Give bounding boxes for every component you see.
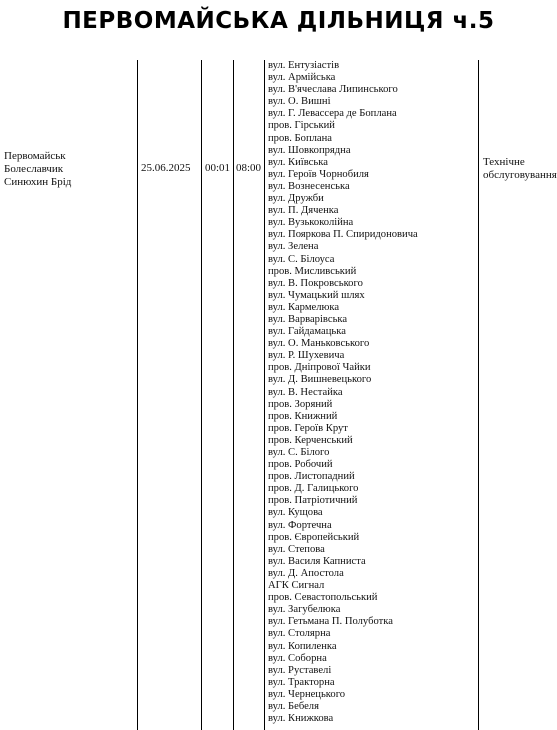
street-item: вул. Степова (268, 543, 325, 555)
page-title: ПЕРВОМАЙСЬКА ДІЛЬНИЦЯ ч.5 (62, 8, 495, 34)
street-item: вул. Вознесенська (268, 180, 350, 192)
street-item: вул. Героїв Чорнобиля (268, 168, 369, 180)
reason-cell (483, 156, 557, 182)
reason-line: обслуговування (483, 169, 557, 181)
street-item: вул. Д. Апостола (268, 567, 344, 579)
street-item: вул. С. Білого (268, 447, 330, 458)
street-item: вул. Київська (268, 156, 328, 168)
column-divider (137, 60, 138, 730)
street-item: пров. Героїв Крут (268, 422, 348, 434)
street-item: вул. С. Білоуса (268, 253, 335, 265)
street-item: вул. Варварівська (268, 313, 348, 325)
street-item: вул. Вузькоколійна (268, 217, 354, 229)
street-item: пров. Керченський (268, 434, 353, 446)
street-item: вул. Столярна (268, 628, 331, 640)
street-item: вул. Фортечна (268, 519, 332, 531)
street-item: вул. Д. Вишневецького (268, 374, 372, 386)
street-item: АГК Сигнал (268, 580, 325, 592)
street-item: вул. Василя Капниста (268, 555, 366, 567)
street-item: вул. Чумацький шлях (268, 289, 365, 301)
street-item: пров. Боплана (268, 132, 332, 144)
street-item: пров. Зоряний (268, 398, 333, 410)
column-divider (233, 60, 234, 730)
street-item: вул. Кущова (268, 507, 323, 519)
street-item: пров. Мисливський (268, 265, 357, 277)
street-item: вул. О. Вишні (268, 96, 331, 108)
street-item: вул. Армійська (268, 72, 336, 84)
street-item: пров. Патріотичний (268, 495, 358, 507)
street-item: вул. В'ячеслава Липинського (268, 84, 398, 96)
date-cell: 25.06.2025 (141, 162, 191, 174)
street-item: пров. Робочий (268, 459, 333, 471)
street-item: вул. О. Маньковського (268, 338, 370, 350)
settlement-name: Первомайськ (4, 150, 66, 162)
column-divider (264, 60, 265, 730)
column-divider (478, 60, 479, 730)
street-item: пров. Листопадний (268, 471, 355, 483)
settlements-cell (4, 150, 71, 189)
street-item: пров. Д. Галицького (268, 483, 359, 495)
street-item: вул. В. Нестайка (268, 386, 343, 398)
streets-list (268, 60, 418, 725)
street-item: пров. Гірський (268, 120, 335, 132)
street-item: вул. Чернецького (268, 688, 346, 700)
street-item: вул. Р. Шухевича (268, 350, 345, 362)
street-item: пров. Книжний (268, 410, 338, 422)
street-item: вул. Руставелі (268, 664, 332, 676)
street-item: вул. Тракторна (268, 676, 335, 688)
street-item: пров. Севастопольський (268, 592, 378, 604)
settlement-name: Синюхин Брід (4, 176, 72, 188)
reason-line: Технічне (483, 156, 525, 168)
street-item: вул. Загубелюка (268, 604, 341, 616)
street-item: вул. Пояркова П. Спиридоновича (268, 229, 418, 241)
street-item: вул. Дружби (268, 193, 324, 205)
settlement-name: Болеславчик (4, 163, 64, 175)
street-item: вул. Гайдамацька (268, 326, 346, 338)
street-item: вул. Гетьмана П. Полуботка (268, 616, 393, 628)
street-item: вул. Кармелюка (268, 301, 340, 313)
street-item: вул. Соборна (268, 652, 327, 664)
street-item: вул. Книжкова (268, 713, 334, 725)
street-item: вул. Копиленка (268, 640, 337, 652)
street-item: вул. Бебеля (268, 700, 319, 712)
street-item: вул. Г. Левассера де Боплана (268, 108, 397, 120)
street-item: вул. Шовкопрядна (268, 144, 351, 156)
street-item: вул. Зелена (268, 241, 319, 253)
time-end-cell: 08:00 (236, 162, 262, 174)
time-start-cell: 00:01 (205, 162, 231, 174)
street-item: вул. В. Покровського (268, 277, 363, 289)
street-item: пров. Дніпрової Чайки (268, 362, 371, 374)
street-item: вул. П. Дяченка (268, 205, 339, 217)
column-divider (201, 60, 202, 730)
street-item: вул. Ентузіастів (268, 60, 340, 71)
street-item: пров. Європейський (268, 531, 360, 543)
